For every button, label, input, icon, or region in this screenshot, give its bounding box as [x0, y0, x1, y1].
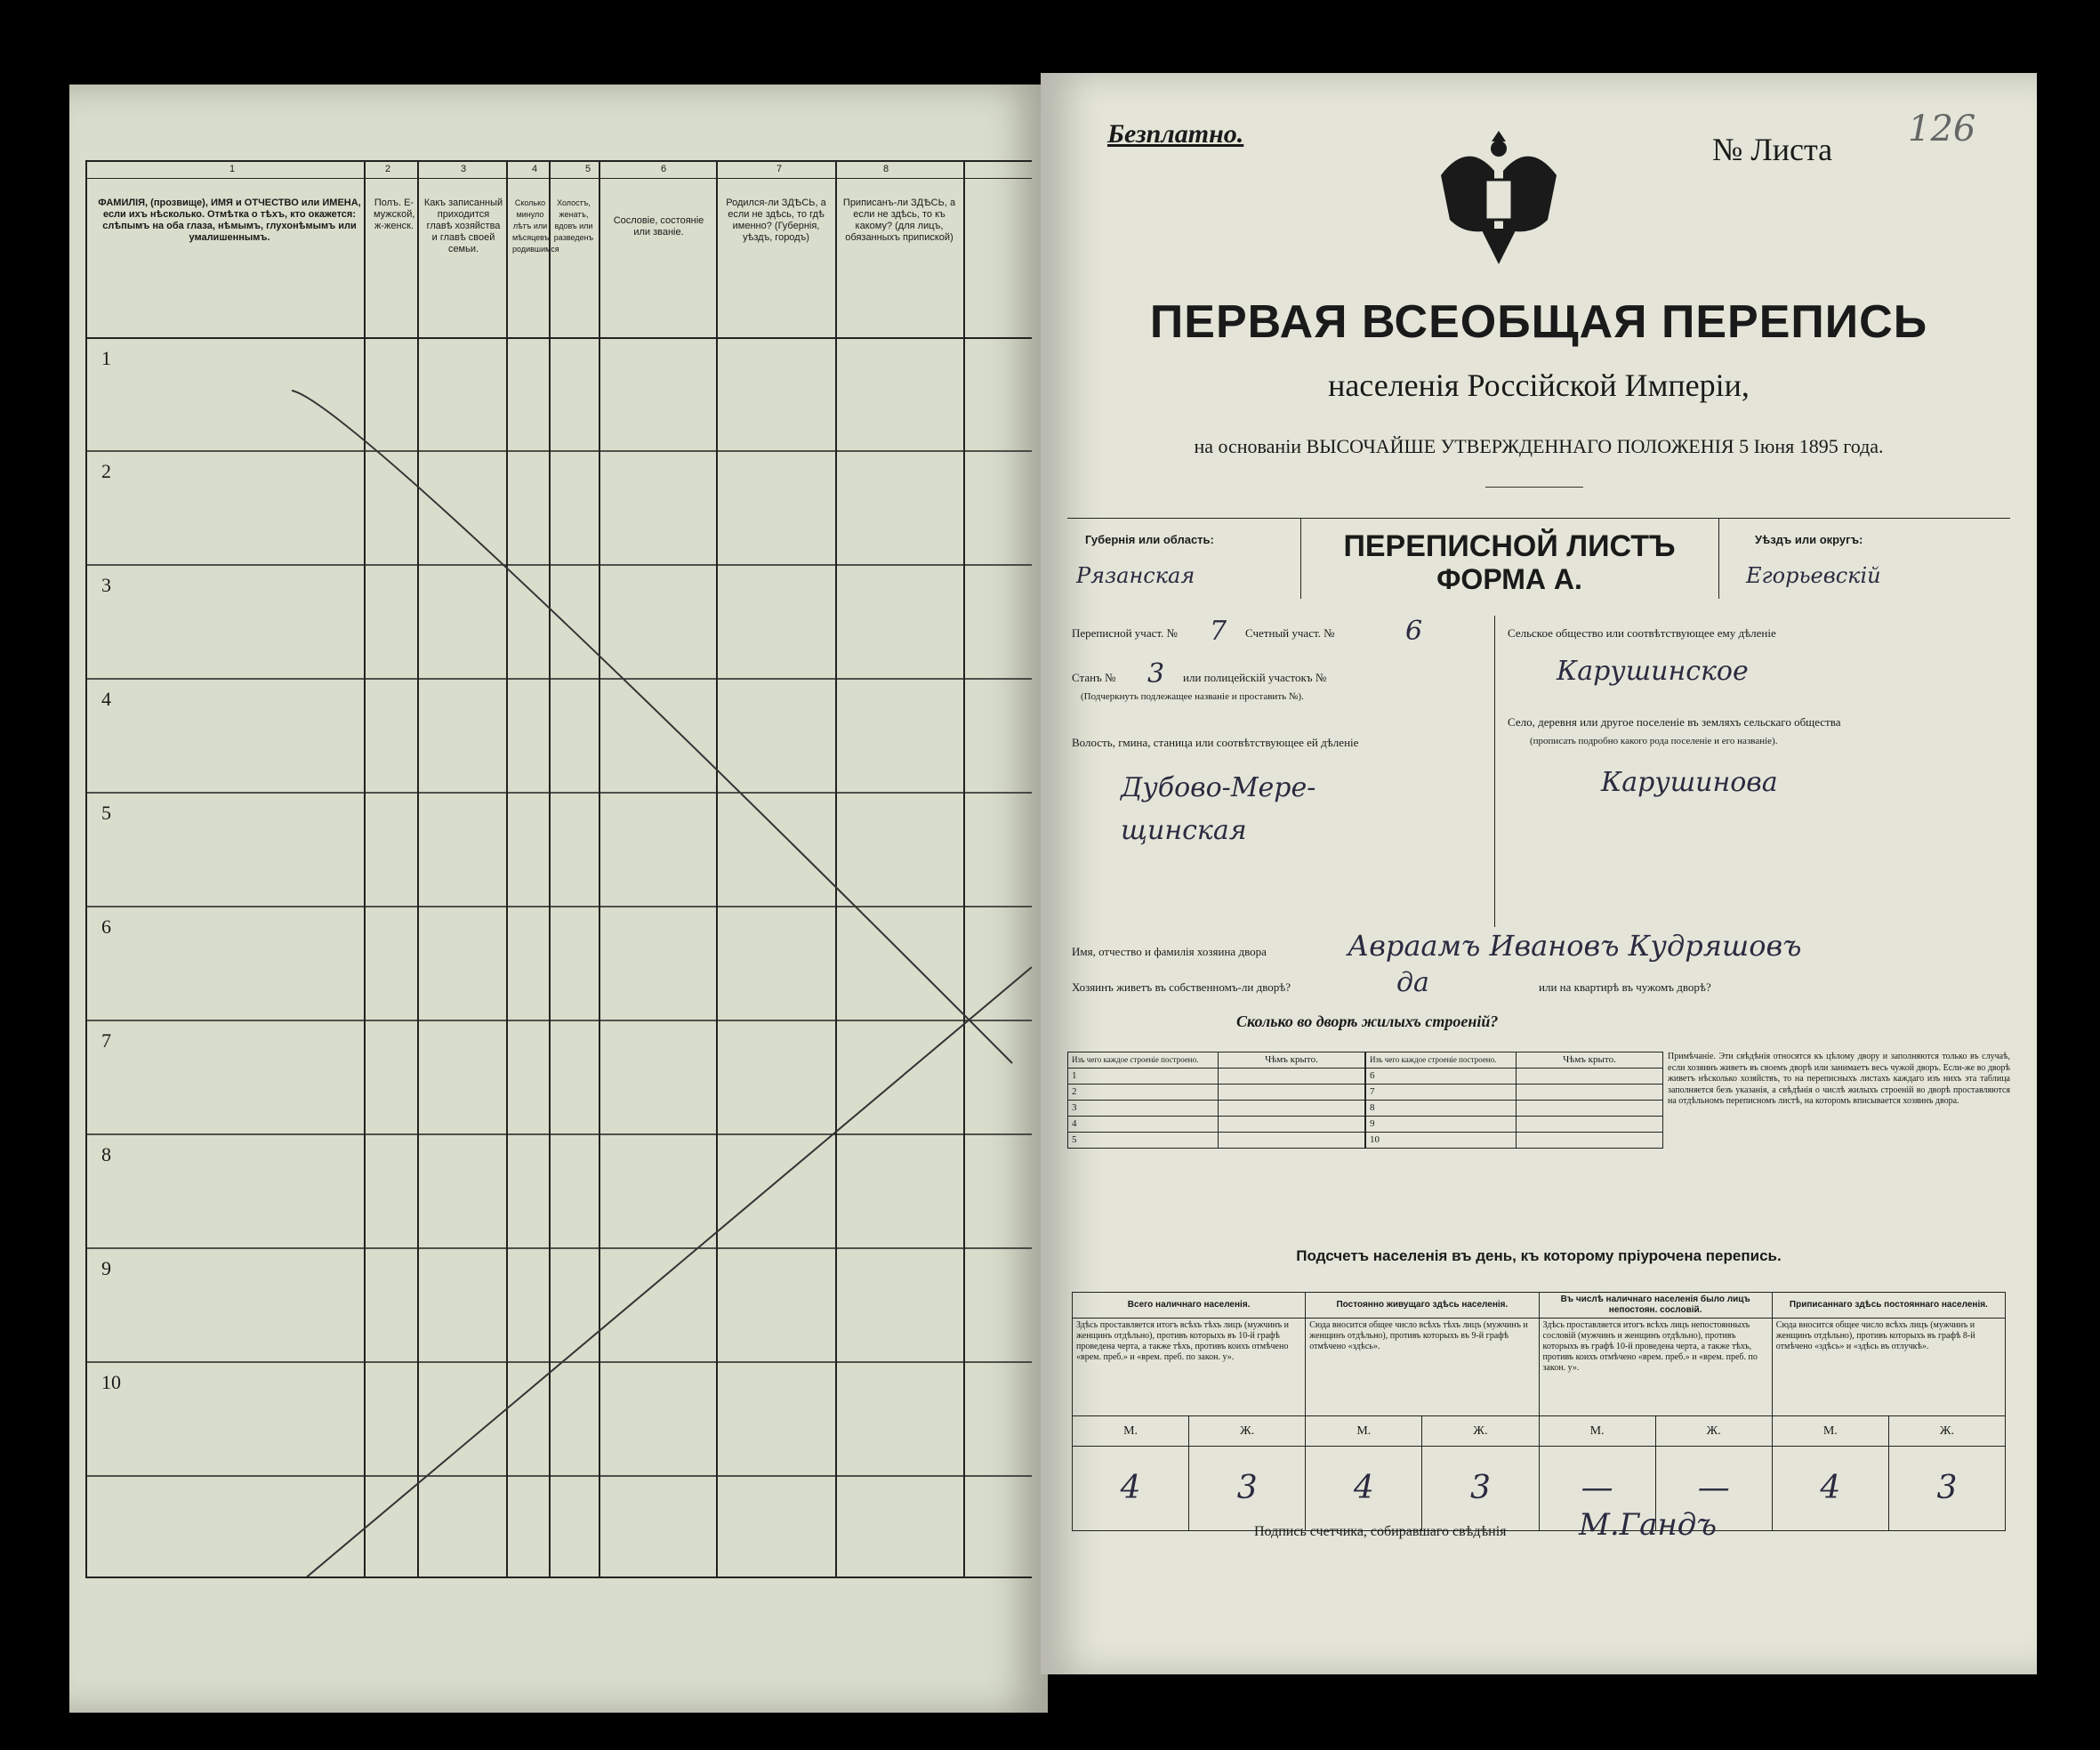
f-label: Ж.	[1189, 1416, 1306, 1447]
police-label: или полицейскій участокъ №	[1183, 671, 1327, 684]
col-header-sex: Полъ. Е-мужской, ж-женск.	[374, 198, 415, 231]
f-label: Ж.	[1888, 1416, 2005, 1447]
signature-label: Подпись счетчика, собиравшаго свѣдѣнія	[1254, 1524, 1507, 1539]
census-title: ПЕРВАЯ ВСЕОБЩАЯ ПЕРЕПИСЬ	[1149, 296, 1928, 348]
bld-row: 1	[1068, 1069, 1219, 1085]
col-header-relation: Какъ записанный приходится главѣ хозяйства и главѣ своей семьи.	[423, 198, 503, 254]
bld-row: 7	[1366, 1085, 1517, 1101]
free-label: Безплатно.	[1107, 119, 1244, 149]
owner-value: Авраамъ Ивановъ Кудряшовъ	[1348, 929, 1802, 963]
count-value: 3	[1422, 1447, 1539, 1531]
census-basis: на основаніи ВЫСОЧАЙШЕ УТВЕРЖДЕННАГО ПОЛОЖЕНІЯ 5 Іюня 1895 года.	[1194, 435, 1884, 457]
district-box	[1718, 519, 2011, 599]
col-header-marital: Холостъ, женатъ, вдовъ или разведенъ	[553, 198, 594, 242]
stan-value: 3	[1147, 658, 1165, 690]
row-number-6: 6	[101, 915, 111, 938]
buildings-label: Сколько во дворѣ жилыхъ строеній?	[1236, 1012, 1499, 1030]
count-value: —	[1655, 1447, 1772, 1531]
bld-row: 6	[1366, 1069, 1517, 1085]
count-title: Подсчетъ населенія въ день, къ которому пріурочена перепись.	[1296, 1247, 1782, 1264]
register-grid-lines	[87, 162, 1032, 1577]
row-number-4: 4	[101, 688, 111, 710]
count-desc-transient: Здѣсь проставляется итогъ всѣхъ лицъ непостоянныхъ сословій (мужчинъ и женщинъ отдѣльно), противъ которыхъ въ графѣ 10-й проведена черта, а также тѣхъ, противъ коихъ отмѣчено «врем. преб.» и «врем. преб. по закон. у».	[1539, 1319, 1772, 1416]
census-subtitle: населенія Россійской Имперіи,	[1328, 367, 1750, 403]
col-number-5: 5	[585, 164, 591, 174]
apartment-label: или на квартирѣ въ чужомъ дворѣ?	[1539, 980, 1711, 994]
row-number-10: 10	[101, 1371, 121, 1393]
province-value: Рязанская	[1076, 563, 1195, 588]
census-unit-value: 7	[1210, 616, 1227, 647]
col-number-3: 3	[461, 164, 467, 174]
count-desc-total: Здѣсь проставляется итогъ всѣхъ тѣхъ лицъ (мужчинъ и женщинъ отдѣльно), противъ которыхъ въ 10-й графѣ проведена черта, а также тѣхъ, противъ коихъ отмѣчено «врем. преб.» и «врем. преб. по закон. у».	[1073, 1319, 1306, 1416]
rural-label: Сельское общество или соотвѣтствующее ему дѣленіе	[1508, 626, 1776, 640]
district-label: Уѣздъ или округъ:	[1755, 533, 1863, 546]
col-header-age: Сколько минуло лѣтъ или мѣсяцевъ родившимся	[512, 198, 559, 254]
form-title-1: ПЕРЕПИСНОЙ ЛИСТЪ	[1343, 529, 1676, 563]
col-number-2: 2	[385, 164, 391, 174]
col-header-birthplace: Родился-ли ЗДѢСЬ, а если не здѣсь, то гдѣ именно? (Губернія, уѣздъ, городъ)	[726, 198, 826, 243]
bld-col2-a: Чѣмъ крыто.	[1219, 1052, 1365, 1069]
col-number-8: 8	[883, 164, 889, 174]
village-value: Карушинова	[1601, 767, 1778, 798]
count-value: 4	[1306, 1447, 1422, 1531]
population-count-table	[1072, 1292, 2006, 1531]
count-unit-label: Счетный участ. №	[1245, 626, 1335, 640]
count-header-total: Всего наличнаго населенія.	[1073, 1293, 1306, 1319]
col-number-4: 4	[532, 164, 538, 174]
count-desc-permanent: Сюда вносится общее число всѣхъ тѣхъ лицъ (мужчинъ и женщинъ отдѣльно), противъ которыхъ въ 9-й графѣ отмѣчено «здѣсь».	[1306, 1319, 1539, 1416]
row-number-3: 3	[101, 574, 111, 596]
district-value: Егорьевскій	[1746, 563, 1881, 588]
row-number-1: 1	[101, 347, 111, 369]
volost-value: Дубово-Мере-щинская	[1121, 772, 1316, 846]
left-page	[69, 85, 1048, 1713]
col-header-name: ФАМИЛІЯ, (прозвище), ИМЯ и ОТЧЕСТВО или ИМЕНА, если ихъ нѣсколько. Отмѣтка о тѣхъ, кто окажется: слѣпымъ на оба глаза, нѣмымъ, глухонѣмымъ или умалишеннымъ.	[98, 198, 361, 243]
bld-row: 5	[1068, 1133, 1219, 1149]
location-fields-left	[1067, 616, 1495, 927]
count-header-permanent: Постоянно живущаго здѣсь населенія.	[1306, 1293, 1539, 1319]
row-number-9: 9	[101, 1257, 111, 1279]
f-label: Ж.	[1422, 1416, 1539, 1447]
count-value: 3	[1888, 1447, 2005, 1531]
sheet-number-label: № Листа	[1712, 132, 1833, 167]
count-header-registered: Приписаннаго здѣсь постояннаго населенія.	[1772, 1293, 2005, 1319]
buildings-note: Примѣчаніе. Эти свѣдѣнія относятся къ цѣлому двору и заполняются только въ случаѣ, если хозяинъ живетъ въ своемъ дворѣ или занимаетъ весь чужой дворъ. Если-же во дворѣ живетъ нѣсколько хозяйствъ, то на переписныхъ листахъ каждаго изъ нихъ эта таблица заполняется безъ указанія, а свѣдѣнія о числѣ жилыхъ строеній во дворѣ проставляются на отдѣльномъ переписномъ листѣ, на которомъ вписывается хозяинъ двора.	[1668, 1052, 2010, 1106]
col-number-1: 1	[229, 164, 236, 174]
own-yard-label: Хозяинъ живетъ въ собственномъ-ли дворѣ?	[1072, 980, 1291, 994]
bld-row: 4	[1068, 1117, 1219, 1133]
census-unit-label: Переписной участ. №	[1072, 626, 1178, 640]
village-label: Село, деревня или другое поселеніе въ земляхъ сельскаго общества	[1508, 715, 1841, 729]
count-unit-value: 6	[1405, 616, 1423, 647]
bld-row: 3	[1068, 1101, 1219, 1117]
col-number-7: 7	[776, 164, 783, 174]
population-register-table	[85, 160, 1032, 1578]
buildings-table-b	[1365, 1052, 1663, 1149]
col-number-6: 6	[661, 164, 667, 174]
bld-row: 9	[1366, 1117, 1517, 1133]
m-label: М.	[1772, 1416, 1888, 1447]
imperial-eagle-icon	[1432, 122, 1565, 269]
village-note: (прописать подробно какого рода поселеніе и его названіе).	[1530, 736, 1778, 746]
buildings-table-a	[1067, 1052, 1365, 1149]
row-number-5: 5	[101, 802, 111, 824]
province-box	[1067, 519, 1301, 599]
f-label: Ж.	[1655, 1416, 1772, 1447]
col-header-registered: Приписанъ-ли ЗДѢСЬ, а если не здѣсь, то къ какому? (для лицъ, обязанныхъ припиской)	[842, 198, 956, 243]
count-value: 4	[1073, 1447, 1189, 1531]
sheet-number-value: 126	[1908, 109, 1976, 149]
m-label: М.	[1073, 1416, 1189, 1447]
row-number-2: 2	[101, 460, 111, 482]
bld-row: 10	[1366, 1133, 1517, 1149]
col-header-estate: Сословіе, состояніе или званіе.	[613, 215, 704, 238]
count-value: 3	[1189, 1447, 1306, 1531]
form-heading-block	[1067, 518, 2010, 599]
m-label: М.	[1539, 1416, 1655, 1447]
right-page	[1041, 73, 2037, 1674]
rural-value: Карушинское	[1557, 656, 1749, 687]
row-number-8: 8	[101, 1143, 111, 1165]
signature-value: М.Гандъ	[1579, 1507, 1718, 1543]
own-yard-value: да	[1396, 967, 1429, 998]
count-desc-registered: Сюда вносится общее число всѣхъ лицъ (мужчинъ и женщинъ отдѣльно), противъ которыхъ въ графѣ 8-й отмѣчено «здѣсь» и «здѣсь въ отлучкѣ».	[1772, 1319, 2005, 1416]
bld-row: 8	[1366, 1101, 1517, 1117]
bld-row: 2	[1068, 1085, 1219, 1101]
count-value: —	[1539, 1447, 1655, 1531]
form-title-2: ФОРМА А.	[1436, 563, 1582, 595]
stan-label: Станъ №	[1072, 671, 1116, 684]
row-number-7: 7	[101, 1029, 111, 1052]
bld-col1-b: Изъ чего каждое строеніе построено.	[1366, 1052, 1517, 1069]
count-value: 4	[1772, 1447, 1888, 1531]
province-label: Губернія или область:	[1085, 533, 1214, 546]
ornament-divider	[1485, 487, 1583, 488]
owner-label: Имя, отчество и фамилія хозяина двора	[1072, 945, 1267, 958]
location-fields-right	[1503, 616, 2010, 927]
bld-col2-b: Чѣмъ крыто.	[1517, 1052, 1663, 1069]
count-header-transient: Въ числѣ наличнаго населенія было лицъ непостоян. сословій.	[1539, 1293, 1772, 1319]
volost-label: Волость, гмина, станица или соотвѣтствующее ей дѣленіе	[1072, 736, 1359, 749]
bld-col1-a: Изъ чего каждое строеніе построено.	[1068, 1052, 1219, 1069]
stan-note: (Подчеркнуть подлежащее названіе и проставить №).	[1081, 691, 1304, 702]
m-label: М.	[1306, 1416, 1422, 1447]
